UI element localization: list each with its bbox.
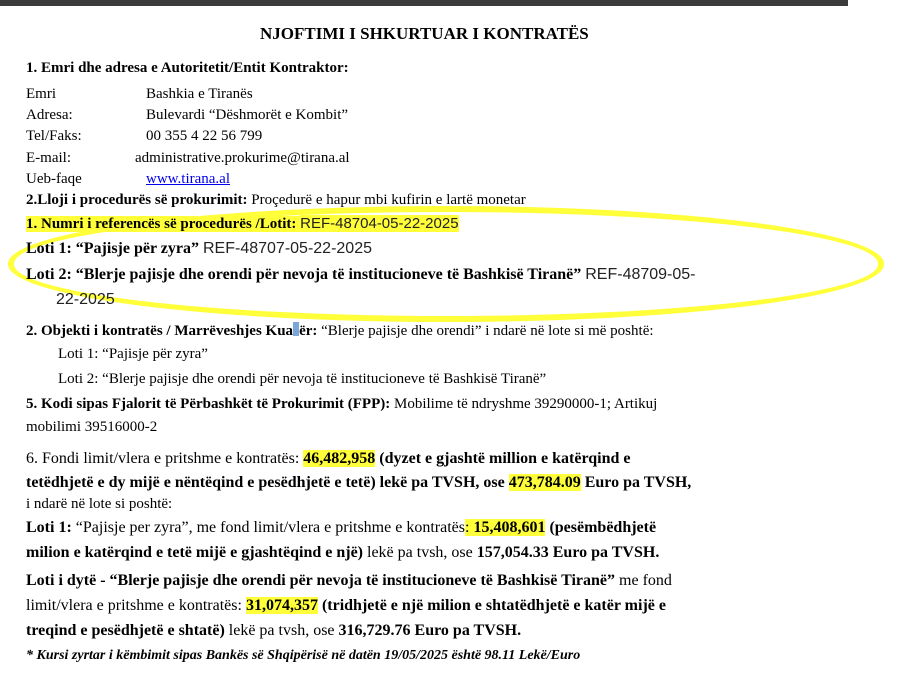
label-telfax: Tel/Faks: [26,128,82,144]
fund-amount-eur: 473,784.09 [508,474,581,491]
fpp-line-1 [26,396,657,413]
lot2-fund-line-3 [26,622,521,640]
lot2-fund-words-b: treqind e pesëdhjetë e shtatë) [26,622,225,639]
lot2-fund-limit: limit/vlera e pritshme e kontratës: [26,597,246,614]
top-scrollbar-edge [0,0,848,6]
object-line [26,322,654,340]
lot1-fund-pa-tvsh: lekë pa tvsh, ose [363,544,477,561]
object-lot2: Loti 2: “Blerje pajisje dhe orendi për nevoja të institucioneve të Bashkisë Tiranë” [58,371,547,387]
lot2-ref-number-b: 22-2025 [56,291,115,308]
fpp-heading: 5. Kodi sipas Fjalorit të Përbashkët të Prokurimit (FPP): [26,396,391,412]
lot1-reference-line [26,240,372,258]
reference-line [26,215,459,233]
fund-words-b: tetëdhjetë e dy mijë e nëntëqind e pesëdhjetë e tetë) lekë pa TVSH, ose [26,474,509,491]
section-2-heading: 2.Lloji i procedurës së prokurimit: [26,192,248,208]
lot2-fund-eur: 316,729.76 Euro pa TVSH. [338,622,522,639]
value-name: Bashkia e Tiranës [146,86,253,102]
fund-line-2 [26,474,691,492]
lot1-ref-number: REF-48707-05-22-2025 [203,240,372,257]
object-text: “Blerje pajisje dhe orendi” i ndarë në lote si më poshtë: [317,323,654,339]
exchange-rate-note: * Kursi zyrtar i këmbimit sipas Bankës së Shqipërisë në datën 19/05/2025 është 98.11 Lekë/Euro [26,648,581,663]
object-lot1: Loti 1: “Pajisje për zyra” [58,346,208,362]
lot1-fund-words-a: (pesëmbëdhjetë [545,519,657,536]
value-address: Bulevardi “Dëshmorët e Kombit” [146,107,349,123]
fund-line-3: i ndarë në lote si poshtë: [26,496,173,512]
lot1-fund-line-1 [26,519,656,537]
lot1-fund-text: “Pajisje per zyra”, me fond limit/vlera e pritshme e kontratës [71,519,465,536]
lot1-fund-eur: 157,054.33 Euro pa TVSH. [476,544,660,561]
lot2-fund-amount: 31,074,357 [245,597,318,614]
lot2-fund-label: Loti i dytë - “Blerje pajisje dhe orendi për nevoja të institucioneve të Bashkisë Tiranë” [26,572,616,589]
lot2-ref-number-a: REF-48709-05- [585,266,696,283]
lot2-fund-text: me fond [615,572,672,589]
lot1-fund-line-2 [26,544,659,562]
label-address: Adresa: [26,107,73,123]
object-heading: 2. Objekti i kontratës / Marrëveshjes Kua [26,323,294,339]
value-email: administrative.prokurime@tirana.al [135,150,350,166]
lot2-fund-line-2 [26,597,666,615]
lot2-fund-words-a: (tridhjetë e një milion e shtatëdhjetë e katër mijë e [317,597,666,614]
object-heading-end: ër: [299,323,318,339]
lot1-ref-label: Loti 1: “Pajisje për zyra” [26,240,199,257]
lot2-fund-line-1 [26,572,672,590]
fund-line-1 [26,450,838,468]
lot1-fund-amount: 15,408,601 [473,519,546,536]
lot2-fund-pa-tvsh: lekë pa tvsh, ose [224,622,339,639]
section-2-text: Proçedurë e hapur mbi kufirin e lartë monetar [247,192,526,208]
fund-eur-suffix: Euro pa TVSH, [580,474,692,491]
lot1-fund-colon: : [464,519,474,536]
fund-amount-lek: 46,482,958 [303,450,376,467]
section-1-heading: 1. Emri dhe adresa e Autoritetit/Entit Kontraktor: [26,60,349,76]
lot2-ref-label: Loti 2: “Blerje pajisje dhe orendi për nevoja të institucioneve të Bashkisë Tiranë” [26,266,582,283]
reference-number: REF-48704-05-22-2025 [300,215,459,232]
document-title: NJOFTIMI I SHKURTUAR I KONTRATËS [260,24,589,43]
fund-words-a: (dyzet e gjashtë million e katërqind e [375,450,631,467]
lot1-fund-label: Loti 1: [26,519,72,536]
fund-label: 6. Fondi limit/vlera e pritshme e kontratës: [26,450,304,467]
fpp-text-a: Mobilime të ndryshme 39290000-1; Artikuj [390,396,658,412]
label-email: E-mail: [26,150,71,166]
label-name: Emri [26,86,56,102]
lot2-reference-line [26,266,696,284]
label-website: Ueb-faqe [26,171,82,187]
lot1-fund-words-b: milion e katërqind e tetë mijë e gjashtëqind e një) [26,544,363,561]
value-telfax: 00 355 4 22 56 799 [146,128,263,144]
fpp-text-b: mobilimi 39516000-2 [26,419,158,435]
reference-heading: 1. Numri i referencës së procedurës /Lotit: [26,216,297,232]
website-link[interactable]: www.tirana.al [146,171,230,187]
